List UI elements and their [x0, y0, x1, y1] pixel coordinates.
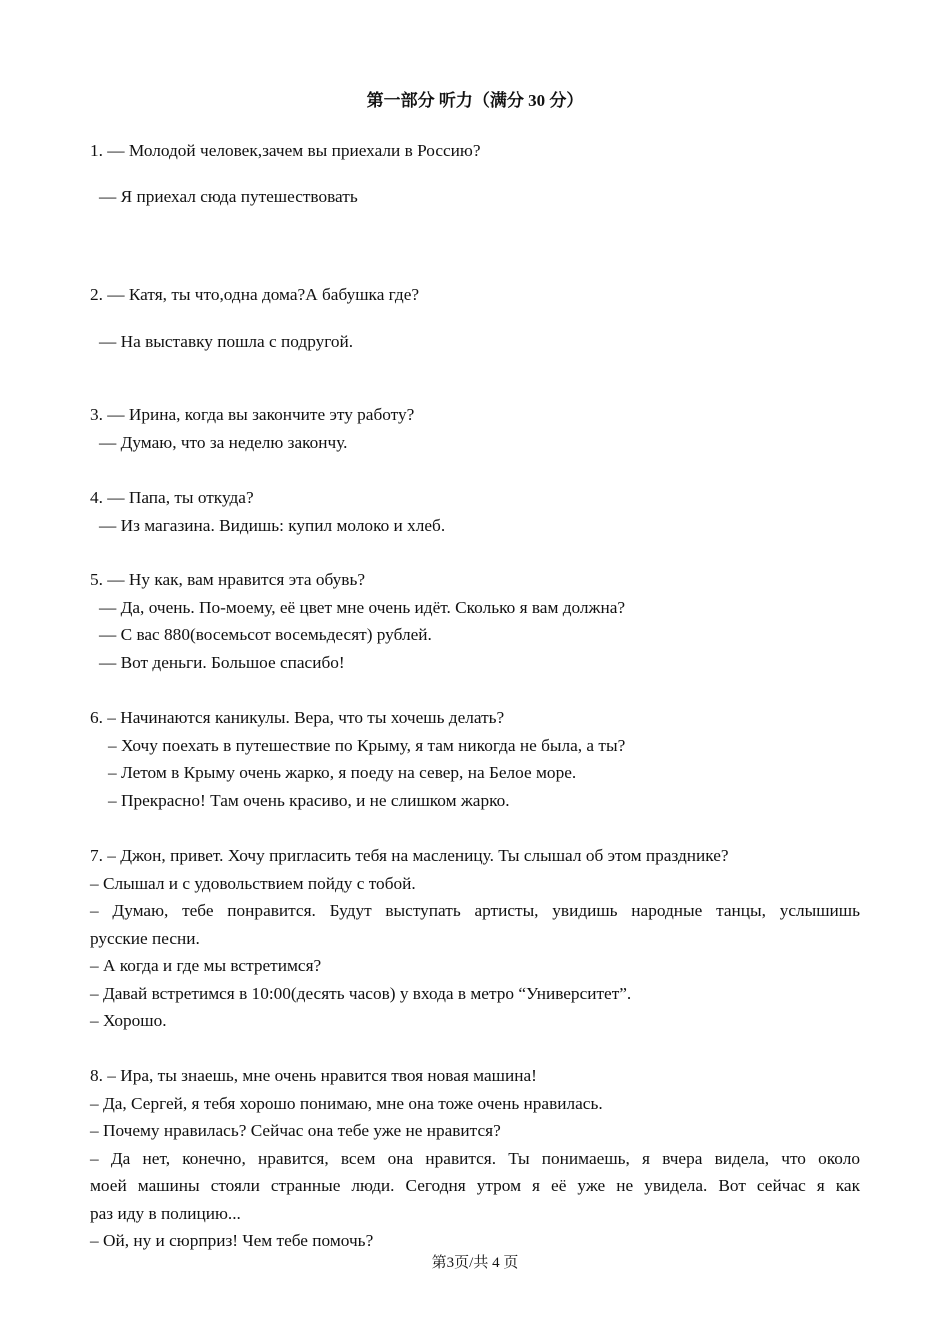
q5-line: — Да, очень. По-моему, её цвет мне очень идёт. Сколько я вам должна? [99, 598, 626, 617]
q1-line: 1. — Молодой человек,зачем вы приехали в Россию? [90, 141, 481, 160]
q1-line: — Я приехал сюда путешествовать [99, 187, 358, 206]
q6-line: – Летом в Крыму очень жарко, я поеду на север, на Белое море. [108, 763, 577, 782]
q8-line: – Да нет, конечно, нравится, всем она нравится. Ты понимаешь, я вчера видела, что около [90, 1149, 860, 1168]
q8-line: – Да, Сергей, я тебя хорошо понимаю, мне она тоже очень нравилась. [90, 1094, 603, 1113]
page-footer: 第3页/共 4 页 [431, 1255, 519, 1271]
page-title: 第一部分 听力（满分 30 分） [366, 91, 584, 110]
q8-line: 8. – Ира, ты знаешь, мне очень нравится твоя новая машина! [90, 1066, 537, 1085]
q4-line: 4. — Папа, ты откуда? [90, 488, 254, 507]
q2-line: 2. — Катя, ты что,одна дома?А бабушка где? [90, 285, 420, 304]
q6-line: – Прекрасно! Там очень красиво, и не слишком жарко. [108, 791, 510, 810]
q7-line: – Думаю, тебе понравится. Будут выступать артисты, увидишь народные танцы, услышишь [90, 901, 860, 920]
q7-line: русские песни. [90, 929, 200, 948]
q6-line: – Хочу поехать в путешествие по Крыму, я там никогда не была, а ты? [108, 736, 626, 755]
q8-line: – Ой, ну и сюрприз! Чем тебе помочь? [90, 1231, 374, 1250]
q5-line: — С вас 880(восемьсот восемьдесят) рублей. [99, 625, 432, 644]
q3-line: — Думаю, что за неделю закончу. [99, 433, 348, 452]
q8-line: моей машины стояли странные люди. Сегодня утром я её уже не увидела. Вот сейчас я как [90, 1176, 860, 1195]
q7-line: – А когда и где мы встретимся? [90, 956, 322, 975]
q5-line: — Вот деньги. Большое спасибо! [99, 653, 345, 672]
q4-line: — Из магазина. Видишь: купил молоко и хлеб. [99, 516, 446, 535]
q8-line: – Почему нравилась? Сейчас она тебе уже не нравится? [90, 1121, 501, 1140]
q2-line: — На выставку пошла с подругой. [99, 332, 354, 351]
q7-line: 7. – Джон, привет. Хочу пригласить тебя на масленицу. Ты слышал об этом празднике? [90, 846, 729, 865]
q7-line: – Давай встретимся в 10:00(десять часов) у входа в метро “Университет”. [90, 984, 632, 1003]
q6-line: 6. – Начинаются каникулы. Вера, что ты хочешь делать? [90, 708, 505, 727]
q7-line: – Слышал и с удовольствием пойду с тобой. [90, 874, 416, 893]
q5-line: 5. — Ну как, вам нравится эта обувь? [90, 570, 365, 589]
q8-line: раз иду в полицию... [90, 1204, 241, 1223]
q7-line: – Хорошо. [90, 1011, 167, 1030]
q3-line: 3. — Ирина, когда вы закончите эту работу? [90, 405, 415, 424]
